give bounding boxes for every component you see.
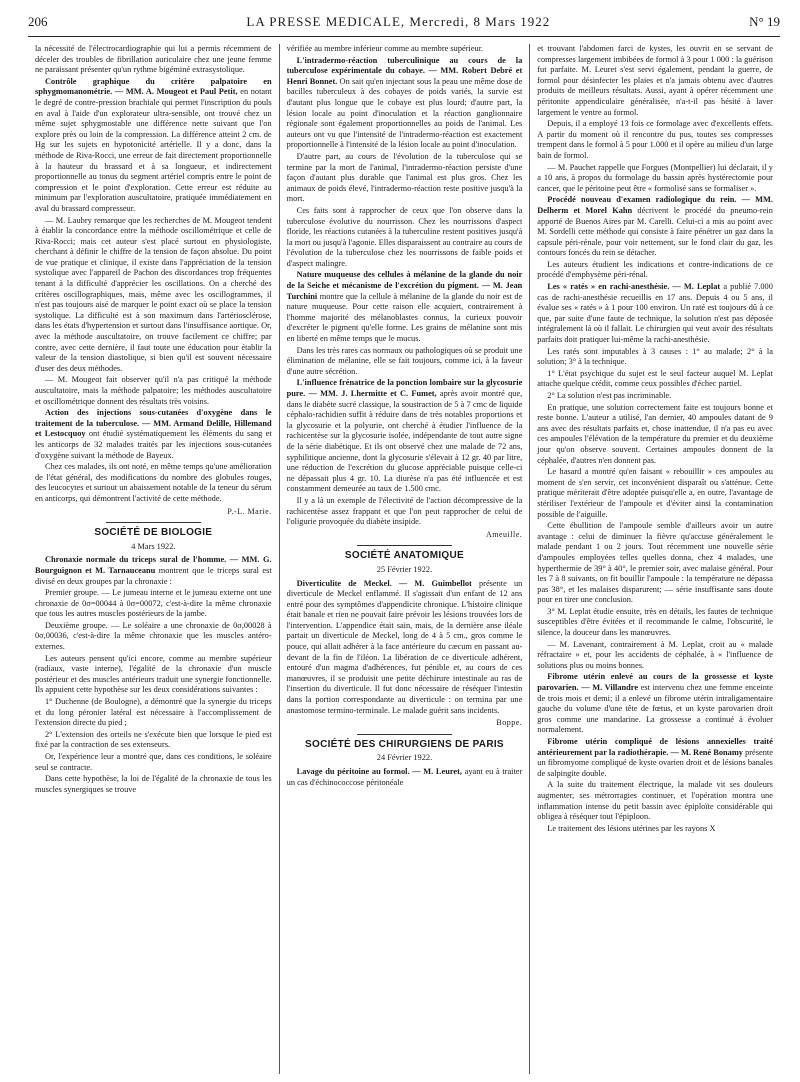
article-heading: Nature muqueuse des cellules à mélanine de la glande du noir de la Seiche et mécanisme de l'excrétion du pigment. — M. Jean Turchini: [286, 270, 523, 301]
paragraph: décrivent le procédé du pneumo-rein apporté de Buenos Aires par M. Carelli. Celui-ci a mis au point avec M. Sordelli cette méthode qui consiste à faire pénétrer un gaz dans la capsule péri-rénale, pour voir nettement, sur le fond clair du gaz, les contours foncés du rein se détacher.: [537, 205, 773, 258]
paragraph: et trouvant l'abdomen farci de kystes, les ouvrit en se servant de compresses largement imbibées de formol à 3 pour 1 000 : la guérison fut parfaite. M. Leuret s'est servi également, pendant la guerre, de formol pour désinfecter les plaies et n'a jamais obtenu avec d'autres produits de meilleurs résultats. Aussi, ayant à opérer récemment une péritonite appendiculaire généralisée, n'a-t-il pas hésité à laver largement le ventre au formol.: [537, 44, 773, 117]
paragraph: Chez ces malades, ils ont noté, en même temps qu'une amélioration de l'état général, des modifications du nombre des globules rouges, des leucocytes et surtout un abaissement notable de la teneur du sérum en anticorps, qui démontrent l'activité de cette méthode.: [35, 462, 272, 503]
paragraph: Les auteurs pensent qu'ici encore, comme au membre supérieur (radiaux, vaste interne), l'égalité de la chronaxie d'un muscle postérieur et des muscles antérieurs traduit une synergie fonctionnelle. Ils appuient cette hypothèse sur les deux considérations suivantes :: [35, 653, 272, 695]
paragraph: après avoir montré que, dans le diabète sucré classique, la soustraction de 5 à 7 cmc de liquide céphalo-rachidien suffit à réduire dans de très notables proportions et la glycosurie et la polyurie, ont cherché à étudier l'influence de la rachicentèse sur la glycosurie isolée, indépendante de tout autre signe de la série diabétique. Et ils ont observé chez une malade de 72 ans, syphilitique ancienne, dont la glycosurie s'élevait à 12 gr. 40 par litre, une réduction de l'excrétion du glucose appréciable puisque celle-ci ne dépassait plus 4 gr. 10. La diurèse n'a pas été influencée et est constamment demeurée au taux de 1.500 cmc.: [286, 389, 523, 494]
paragraph: 2° L'extension des orteils ne s'exécute bien que lorsque le pied est fixé par la contraction de ses extenseurs.: [35, 729, 272, 750]
paragraph: 3° M. Leplat étudie ensuite, très en détails, les fautes de technique susceptibles d'être évitées et il recommande le calme, l'obscurité, le silence, la douceur dans les manœuvres.: [537, 606, 773, 638]
section-date: 4 Mars 1922.: [131, 541, 176, 551]
paragraph: — M. Lavenant, contrairement à M. Leplat, croit au « malade réfractaire » et, pour les accidents de céphalée, à « l'influence de solutions plus ou moins bonnes.: [537, 639, 773, 670]
divider: [357, 545, 451, 546]
article-heading: L'influence frénatrice de la ponction lombaire sur la glycosurie pure. — MM. J. Lhermitte et C. Fumet,: [286, 378, 523, 398]
paragraph: présente un diverticule de Meckel enflammé. Il s'agissait d'un enfant de 12 ans entré pour des symptômes d'appendicite chronique. L'histoire clinique était banale et rien ne pouvait faire prévoir les lésions trouvées lors de l'intervention. L'appendice était sain, mais, de la dernière anse iléale partait un diverticule de Meckel, long de 4 à 5 cm., gros comme le pouce, qui allait adhérer à la face antérieure du cæcum en passant au-devant de la fin de l'iléon. La libération de ce diverticule adhérent, entouré d'un magma d'adhérences, fut pénible et, au cours de ces manœuvres, il se produisit une petite déchirure intestinale au ras de l'insertion du diverticule. Il fut donc nécessaire de réséquer l'intestin dans la portion correspondante au diverticule : on termina par une anastomose termino-terminale. Le malade guérit sans incidents.: [286, 578, 523, 715]
page-header: [28, 14, 780, 37]
paragraph: vérifiée au membre inférieur comme au membre supérieur.: [286, 44, 484, 53]
section-title: SOCIÉTÉ DE BIOLOGIE: [94, 527, 213, 539]
signature: P.-L. Marie.: [227, 506, 272, 516]
article-heading: Action des injections sous-cutanées d'oxygène dans le traitement de la tuberculose. — MM. Armand Delille, Hillemand et Lestocquoy: [35, 408, 272, 439]
paragraph: est intervenu chez une femme enceinte de trois mois et demi; il a enlevé un fibrome utérin intraligamentaire gauche du volume d'une tête de fœtus, et un kyste parovarien droit gros comme une mandarine. La grossesse a continué à évoluer normalement.: [537, 683, 773, 735]
article-heading: Lavage du péritoine au formol. — M. Leuret,: [296, 767, 462, 776]
column-2: [279, 44, 530, 1074]
divider: [106, 522, 201, 523]
article-heading: Chronaxie normale du triceps sural de l'homme. — MM. G. Bourguignon et M. Tarnauceanu: [35, 555, 272, 575]
paragraph: D'autre part, au cours de l'évolution de la tuberculose qui se termine par la mort de l'animal, l'intradermo-réaction persiste d'une façon d'autant plus durable que l'animal est plus gros. Chez les animaux de poids élevé, l'intradermo-réaction reste positive jusqu'à la mort.: [286, 151, 523, 204]
paragraph: a publié 7.000 cas de rachi-anesthésie recueillis en 17 ans. Depuis 4 ou 5 ans, il évalue ses « ratés » à 1 pour 100 environ. Un raté est toujours dû à ce que, par suite d'une faute de technique, la solution n'est pas déposée intégralement là où il fallait. Le chirurgien qui veut avoir des résultats parfaits doit pratiquer lui-même la rachi-anesthésie.: [537, 282, 773, 345]
column-3: [529, 44, 780, 1074]
paragraph: Dans les très rares cas normaux ou pathologiques où se produit une élimination de mélanine, elle se fait toujours, comme ici, à la faveur d'une autre sécrétion.: [286, 345, 523, 376]
paragraph: En pratique, une solution correctement faite est toujours bonne et reste bonne. L'auteur a utilisé, l'an dernier, 40 ampoules datant de 9 ans avec des résultats parfaits et, chose inattendue, il n'a pas eu avec ces ampoules l'élévation de la température du premier et du deuxième jour qu'on observe souvent. Certaines ampoules donnent de la céphalée, d'autres n'en donnent pas.: [537, 402, 773, 465]
paragraph: ont étudié systématiquement les éléments du sang et les anticorps de 32 malades traités par les injections sous-cutanées d'oxygène suivant la méthode de Bayeux.: [35, 429, 272, 460]
page-number: 206: [28, 14, 48, 29]
paragraph: 1° Duchenne (de Boulogne), a démontré que la synergie du triceps et du long péronier latéral est nécessaire à l'accomplissement de l'extension directe du pied ;: [35, 697, 272, 728]
journal-title: LA PRESSE MEDICALE, Mercredi, 8 Mars 1922: [246, 14, 551, 29]
paragraph: Cette ébullition de l'ampoule semble d'ailleurs avoir un autre avantage : celui de diminuer la fièvre qu'accuse généralement le malade pendant 1 ou 2 jours. Tout récemment une nouvelle série d'ampoules employées telles quelles donna, chez 4 malades, une hyperthermie de 39° à 40°, le premier soir, avec malaise général. Pour les 7 à 8 suivants, on fit bouillir l'ampoule : la température ne dépassa pas 38°, et les malaises disparurent; — série insuffisante sans doute pour en tirer une conclusion.: [537, 521, 773, 605]
paragraph: Le hasard a montré qu'en faisant « rebouillir » ces ampoules au moment de s'en servir, cet inconvénient disparaît ou s'atténue. Cette pratique mériterait d'être adoptée puisqu'elle a, en outre, l'avantage de stériliser l'extérieur de l'ampoule et d'éviter ainsi la contamination possible de l'aiguille.: [537, 467, 773, 519]
article-heading: Les « ratés » en rachi-anesthésie. — M. Leplat: [547, 282, 721, 292]
section-title: SOCIÉTÉ ANATOMIQUE: [344, 550, 465, 562]
section-date: 24 Février 1922.: [376, 753, 433, 763]
signature: Ameuille.: [486, 529, 523, 539]
paragraph: Dans cette hypothèse, la loi de l'égalité de la chronaxie de tous les muscles synergiques se trouve: [35, 774, 272, 794]
paragraph: 1° L'état psychique du sujet est le seul facteur auquel M. Leplat attache quelque crédit, comme ceux possibles d'échec partiel.: [537, 368, 773, 389]
paragraph: Or, l'expérience leur a montré que, dans ces conditions, le soléaire seul se contracte.: [35, 752, 272, 772]
paragraph: montre que la cellule à mélanine de la glande du noir est de nature muqueuse. Pour cette raison elle acquiert, contrairement à l'homme majorité des mélanoblastes connus, la curieux pouvoir d'excréter le pigment qu'elle forme. Les grains de mélanine sont mis en liberté en même temps que le mucus.: [286, 291, 523, 344]
column-1: [28, 44, 279, 1074]
paragraph: Les auteurs étudient les indications et contre-indications de ce procédé d'emphysème péri-rénal.: [537, 259, 773, 280]
paragraph: — M. Pauchet rappelle que Forgues (Montpellier) lui déclarait, il y a 10 ans, à propos du formolage du bassin après hystérectomie pour cancer, que le péritoine peut être « formolisé sans se formaliser ».: [537, 162, 773, 193]
paragraph: Premier groupe. — Le jumeau interne et le jumeau externe ont une chronaxie de 0σ=00044 à 0σ=00072, c'est-à-dire la même chronaxie que tous les autres muscles postérieurs de la jambe.: [35, 588, 272, 619]
paragraph: présente un fibromyome compliqué de kyste ovarien droit et de lésions banales de salpingite double.: [537, 747, 773, 778]
paragraph: — M. Laubry remarque que les recherches de M. Mougeot tendent à établir la concordance entre la méthode oscillométrique et celle de Riva-Rocci; mais cet auteur s'est placé surtout en physiologiste, cherchant à définir le chiffre de la tension de façon absolue. Du point de vue pratique et clinique, il existe dans l'appréciation de la tension systolique avec l'appareil de Pachon des discordances trop fréquentes tenant à la difficulté d'apprécier les oscillations. On a cherché des critères oscillographiques, mais, même avec les oscillogrammes, il n'est pas toujours aisé de marquer le point exact où se place la tension systolique. La difficulté est à son maximum dans l'artériosclérose, dans les états d'hypertension et surtout dans l'insuffisance aortique. Or, avec la méthode auscultatoire, on trouve facilement ce chiffre; par contre, avec cette dernière, il faut toute une éducation pour établir la valeur de la tension diastolique, si bien qu'il est souvent nécessaire d'user des deux méthodes.: [35, 215, 272, 373]
article-heading: Fibrome utérin compliqué de lésions annexielles traité antérieurement par la radiothérapie. — M. René Bonamy: [537, 737, 773, 757]
section-date: 25 Février 1922.: [376, 564, 433, 574]
paragraph: montrent que le triceps sural est divisé en deux groupes par la chronaxie :: [35, 565, 272, 586]
paragraph: Il y a là un exemple de l'électivité de l'action décompressive de la rachicentèse assez frappant et que l'on peut rapprocher de celui de l'oligurie provoquée du diabète insipide.: [286, 495, 523, 527]
paragraph: On sait qu'en injectant sous la peau une même dose de bacilles tuberculeux à des cobayes de poids variés, la survie est d'autant plus longue que le cobaye est plus lourd; d'autre part, la lésion locale au point d'inoculation et la réaction ganglionnaire régionale sont également proportionnelles au poids de l'animal. Les auteurs ont vu que l'intensité de l'intradermo-réaction est exactement proportionnelle à l'intensité de la lésion locale au point d'inoculation.: [286, 76, 523, 150]
paragraph: en notant le degré de contre-pression brachiale qui permet l'inscription du pouls en aval à l'aide d'un explorateur ultra-sensible, ont trouvé chez un même sujet sphygmostable une différence nette suivant que l'on explore près ou loin de la compression. La différence atteint 2 cm. de Hg sur les sujets en hypotonicité artérielle. Il y a donc, dans la méthode de Riva-Rocci, une erreur de fait directement proportionnelle à la hauteur du brassard et à sa longueur, et indirectement proportionnelle au tonus du segment artériel compris entre le point de compression et le point d'exploration. Cette erreur est réduite au minimum par l'exploration auscultatoire, pratiquée immédiatement en aval du brassard compresseur.: [35, 87, 272, 213]
paragraph: ayant eu à traiter un cas d'échinococcose péritonéale: [286, 767, 523, 787]
article-heading: Procédé nouveau d'examen radiologique du rein. — MM. Delherm et Morel Kahn: [537, 195, 773, 215]
divider: [357, 734, 451, 735]
issue-number: N° 19: [749, 14, 780, 29]
signature: Boppe.: [496, 718, 523, 728]
article-heading: Diverticulite de Meckel. — M. Guimbellot: [296, 578, 472, 588]
paragraph: Deuxième groupe. — Le soléaire a une chronaxie de 0σ,00028 à 0σ,00036, c'est-à-dire la même chronaxie que les muscles antéro-externes.: [35, 620, 272, 652]
paragraph: Depuis, il a employé 13 fois ce formolage avec d'excellents effets. A partir du moment où il rencontre du pus, toutes ses compresses trempent dans le formol à 5 pour 1.000 et il opère au milieu d'un large bain de formol.: [537, 119, 773, 160]
article-heading: Fibrome utérin enlevé au cours de la grossesse et kyste parovarien. — M. Villandre: [537, 672, 773, 693]
article-heading: Contrôle graphique du critère palpatoire en sphygmomanométrie. — MM. A. Mougeot et Paul Petit,: [35, 76, 272, 97]
paragraph: la nécessité de l'électrocardiographie qui lui a permis récemment de déceler des troubles de fibrillation auriculaire chez une jeune femme ne paraissant présenter qu'un rythme bigéminé extrasystolique.: [35, 44, 272, 75]
paragraph: Les ratés sont imputables à 3 causes : 1° au malade; 2° à la solution; 3° à la technique.: [537, 346, 773, 367]
paragraph: 2° La solution n'est pas incriminable.: [547, 391, 672, 400]
paragraph: A la suite du traitement électrique, la malade vit ses douleurs augmenter, ses métrorragies continuer, et l'opération montra une inflammation intense du petit bassin avec épiploïte considérable qui obligea à réséquer tout l'épiploon.: [537, 780, 773, 822]
article-columns: [28, 44, 780, 1074]
paragraph: Ces faits sont à rapprocher de ceux que l'on observe dans la tuberculose évolutive du nourrisson. Chez les nourrissons d'aspect floride, les réactions cutanées à la tuberculine restent positives jusqu'à la mort ou jusqu'à l'agonie. Elles disparaissent au contraire au cours de l'évolution de la tuberculose chez les nourrissons de faible poids et d'aspect malingre.: [286, 205, 523, 268]
paragraph: Le traitement des lésions utérines par les rayons X: [547, 823, 716, 833]
section-title: SOCIÉTÉ DES CHIRURGIENS DE PARIS: [305, 738, 504, 750]
paragraph: — M. Mougeot fait observer qu'il n'a pas critiqué la méthode auscultatoire, mais la méthode palpatoire; les méthodes auscultatoire et oscillométrique donnent des résultats très voisins.: [35, 375, 272, 406]
article-heading: L'intradermo-réaction tuberculinique au cours de la tuberculose expérimentale du cobaye. — MM. Robert Debré et Henri Bonnet.: [286, 55, 523, 86]
